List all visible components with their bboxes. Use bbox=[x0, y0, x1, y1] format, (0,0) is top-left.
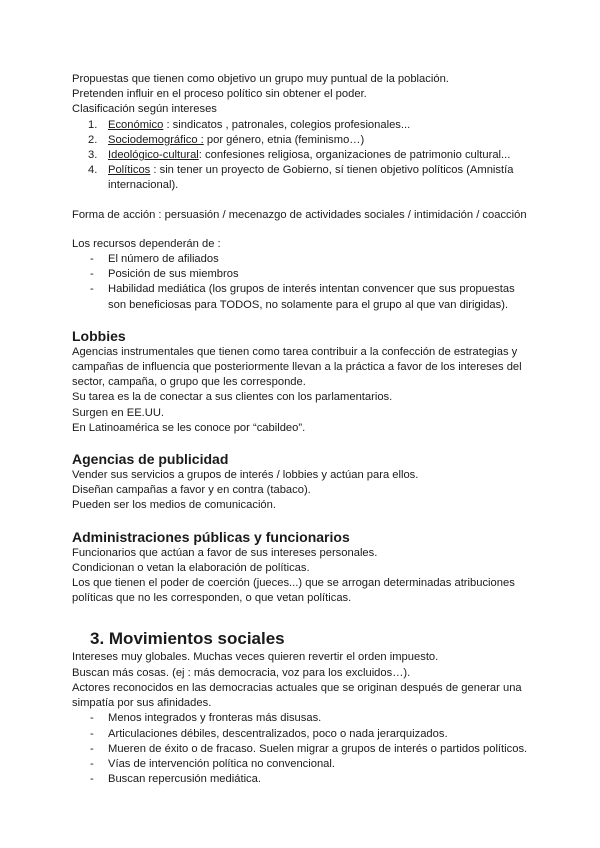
intro-line: Pretenden influir en el proceso político sin obtener el poder. bbox=[72, 88, 367, 101]
list-item bbox=[72, 772, 532, 787]
dash-bullet: - bbox=[90, 268, 94, 281]
dash-bullet: - bbox=[90, 742, 94, 755]
intro-line: Propuestas que tienen como objetivo un grupo muy puntual de la población. bbox=[72, 73, 449, 85]
list-item bbox=[72, 282, 532, 312]
list-item bbox=[72, 118, 532, 133]
list-text: Mueren de éxito o de fracaso. Suelen migrar a grupos de interés o partidos políticos. bbox=[108, 742, 528, 755]
recursos-list bbox=[72, 252, 532, 313]
movimientos-list bbox=[72, 711, 532, 787]
list-number: 4. bbox=[88, 164, 98, 177]
paragraph: Pueden ser los medios de comunicación. bbox=[72, 499, 276, 512]
dash-bullet: - bbox=[90, 773, 94, 786]
paragraph: Vender sus servicios a grupos de interés / lobbies y actúan para ellos. bbox=[72, 469, 419, 482]
paragraph: Actores reconocidos en las democracias actuales que se originan después de generar una simpatía por sus afinidades. bbox=[72, 681, 522, 710]
list-text: Habilidad mediática (los grupos de interés intentan convencer que sus propuestas son beneficiosas para TODOS, no solamente para el grupo al que van dirigidas). bbox=[108, 283, 515, 311]
list-item bbox=[72, 267, 532, 282]
list-item bbox=[72, 163, 532, 193]
paragraph: Surgen en EE.UU. bbox=[72, 406, 165, 419]
list-item bbox=[72, 252, 532, 267]
list-item bbox=[72, 727, 532, 742]
paragraph: Los que tienen el poder de coerción (jueces...) que se arrogan determinadas atribuciones políticas que no les corresponden, o que vetan políticas. bbox=[72, 577, 515, 605]
list-number: 2. bbox=[88, 133, 98, 146]
paragraph: Funcionarios que actúan a favor de sus intereses personales. bbox=[72, 546, 378, 559]
list-text: : sindicatos , patronales, colegios profesionales... bbox=[163, 118, 411, 131]
list-term: Políticos bbox=[108, 164, 151, 177]
list-text: por género, etnia (feminismo…) bbox=[203, 133, 365, 146]
list-text: Buscan repercusión mediática. bbox=[108, 773, 261, 786]
list-item bbox=[72, 742, 532, 757]
list-term: Sociodemográfico : bbox=[108, 133, 204, 146]
list-text: : confesiones religiosa, organizaciones de patrimonio cultural... bbox=[198, 149, 511, 162]
section-heading: Agencias de publicidad bbox=[72, 451, 229, 468]
classification-list bbox=[72, 118, 532, 194]
list-item bbox=[72, 711, 532, 726]
paragraph: Intereses muy globales. Muchas veces quieren revertir el orden impuesto. bbox=[72, 651, 439, 664]
list-term: Ideológico-cultural bbox=[108, 149, 199, 162]
list-item bbox=[72, 757, 532, 772]
paragraph: Condicionan o vetan la elaboración de políticas. bbox=[72, 561, 310, 574]
dash-bullet: - bbox=[90, 727, 94, 740]
dash-bullet: - bbox=[90, 712, 94, 725]
list-text: El número de afiliados bbox=[108, 253, 219, 266]
list-item bbox=[72, 148, 532, 163]
list-text: Articulaciones débiles, descentralizados, poco o nada jerarquizados. bbox=[108, 727, 448, 740]
recursos-intro: Los recursos dependerán de : bbox=[72, 237, 221, 250]
dash-bullet: - bbox=[90, 253, 94, 266]
forma-accion: Forma de acción : persuasión / mecenazgo de actividades sociales / intimidación / coacción bbox=[72, 208, 527, 221]
document-page bbox=[72, 72, 532, 787]
dash-bullet: - bbox=[90, 283, 94, 296]
list-text: Posición de sus miembros bbox=[108, 268, 239, 281]
list-item bbox=[72, 133, 532, 148]
list-term: Económico bbox=[108, 118, 164, 131]
paragraph: Agencias instrumentales que tienen como tarea contribuir a la confección de estrategias y campañas de influencia que posteriormente llevan a la práctica a favor de los intereses del sector, campaña, o grupo que les corresponde. bbox=[72, 345, 522, 389]
dash-bullet: - bbox=[90, 757, 94, 770]
intro-line: Clasificación según intereses bbox=[72, 103, 217, 116]
section-heading: Administraciones públicas y funcionarios bbox=[72, 528, 350, 545]
list-text: : sin tener un proyecto de Gobierno, sí tienen objetivo políticos (Amnistía internacional). bbox=[108, 164, 514, 192]
list-number: 3. bbox=[88, 149, 98, 162]
paragraph: Buscan más cosas. (ej : más democracia, voz para los excluidos…). bbox=[72, 666, 411, 679]
paragraph: Su tarea es la de conectar a sus clientes con los parlamentarios. bbox=[72, 391, 393, 404]
chapter-heading: 3. Movimientos sociales bbox=[90, 629, 285, 649]
list-text: Vías de intervención política no convencional. bbox=[108, 757, 336, 770]
paragraph: Diseñan campañas a favor y en contra (tabaco). bbox=[72, 484, 311, 497]
list-number: 1. bbox=[88, 118, 98, 131]
section-heading: Lobbies bbox=[72, 327, 126, 344]
list-text: Menos integrados y fronteras más disusas. bbox=[108, 712, 322, 725]
paragraph: En Latinoamérica se les conoce por “cabildeo”. bbox=[72, 421, 306, 434]
